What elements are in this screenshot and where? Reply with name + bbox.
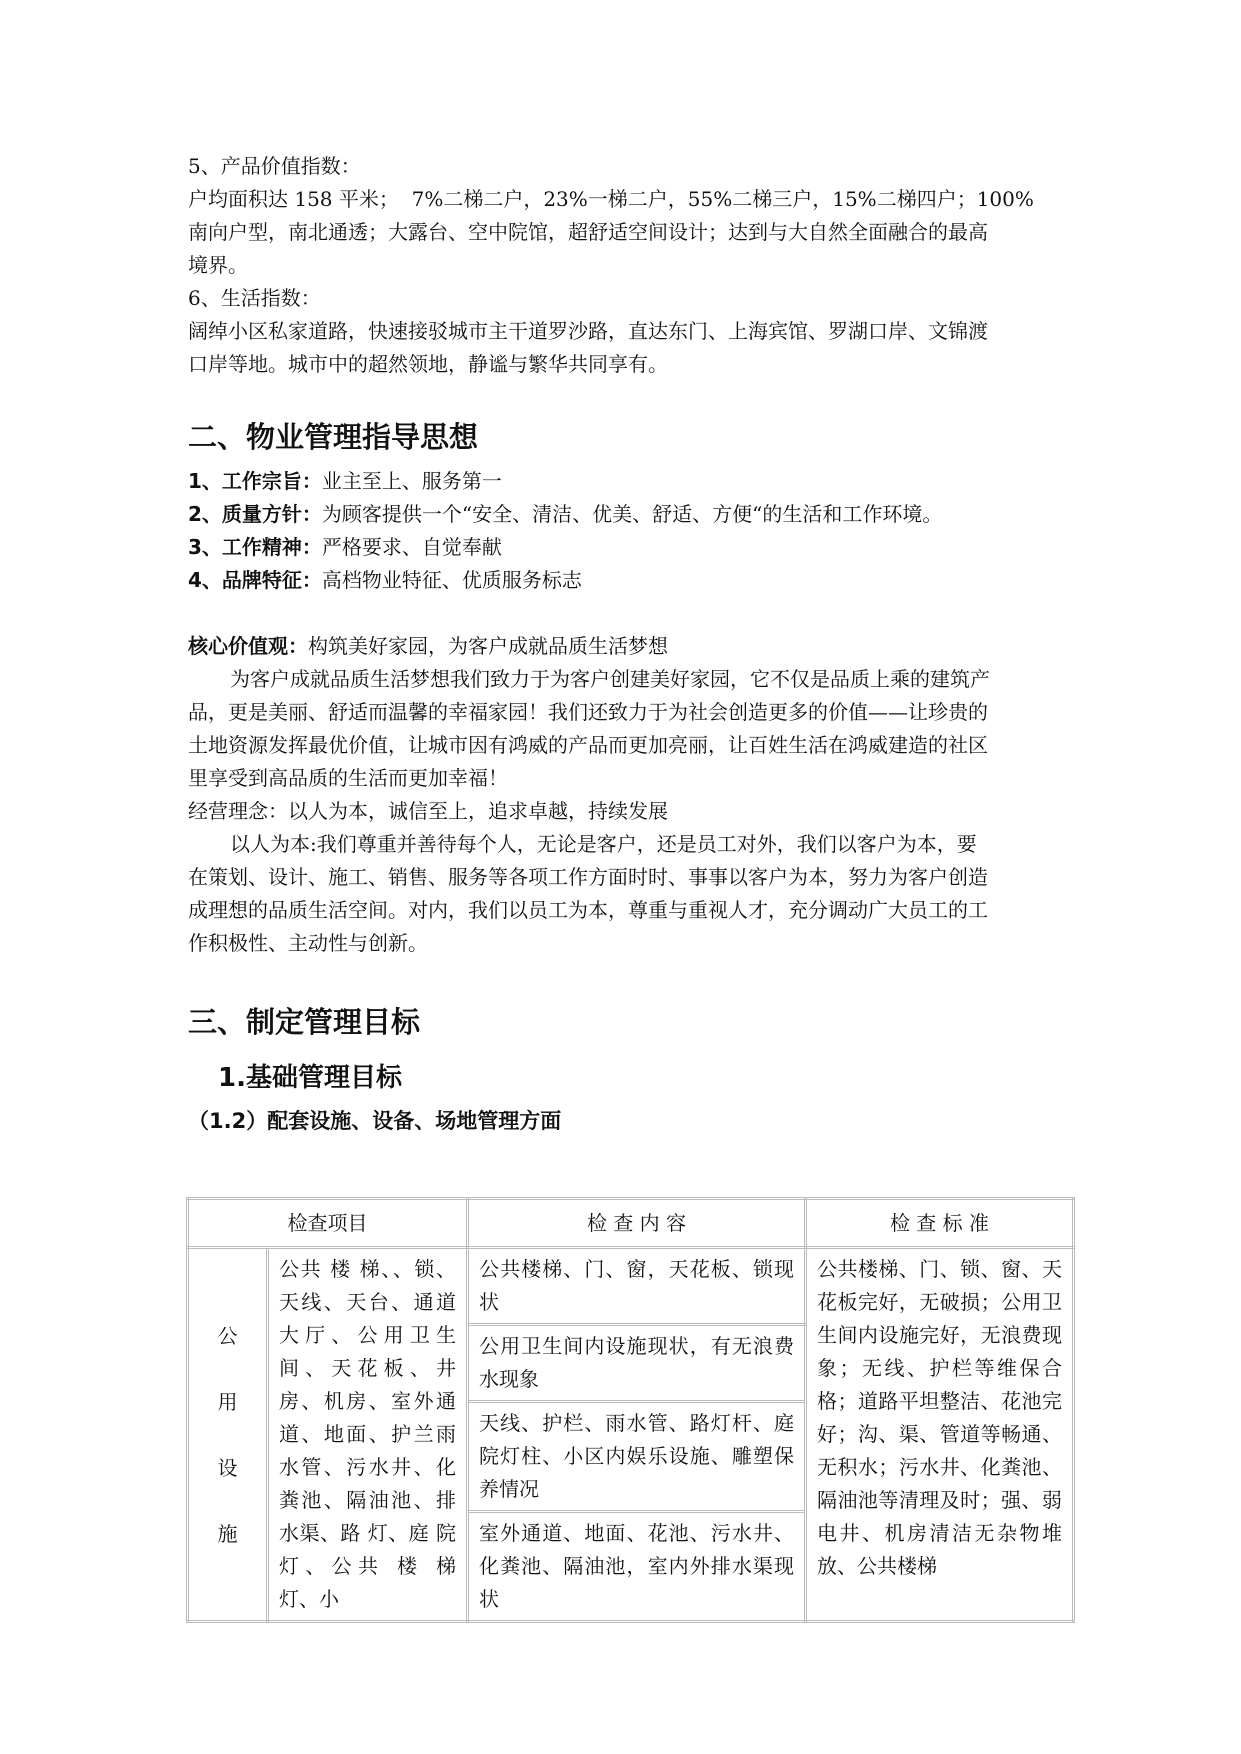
heading-three-1: 1.基础管理目标 <box>218 1063 402 1093</box>
section-5-line: 户均面积达 158 平米； 7%二梯二户，23%一梯二户，55%二梯三户，15%二梯四户；100% <box>188 187 1034 211</box>
header-standard: 检 查 标 准 <box>806 1199 1074 1248</box>
core-para-line: 里享受到高品质的生活而更加幸福！ <box>188 766 508 790</box>
guide-item: 4、品牌特征：高档物业特征、优质服务标志 <box>188 568 582 592</box>
business-philosophy: 经营理念：以人为本，诚信至上，追求卓越，持续发展 <box>188 799 668 823</box>
heading-three-1-2: （1.2）配套设施、设备、场地管理方面 <box>188 1109 562 1133</box>
core-para-line: 品，更是美丽、舒适而温馨的幸福家园！我们还致力于为社会创造更多的价值——让珍贵的 <box>188 700 988 724</box>
business-para-line: 成理想的品质生活空间。对内，我们以员工为本，尊重与重视人才，充分调动广大员工的工 <box>188 898 988 922</box>
standard-cell: 公共楼梯、门、锁、窗、天花板完好，无破损；公用卫生间内设施完好，无浪费现象；无线、护栏等维保合格；道路平坦整洁、花池完好；沟、渠、管道等畅通、无积水；污水井、化粪池、隔油池等清理及时；强、弱电井、机房清洁无杂物堆放、公共楼梯 <box>806 1248 1074 1622</box>
section-5-line: 南向户型，南北通透；大露台、空中院馆，超舒适空间设计；达到与大自然全面融合的最高 <box>188 220 988 244</box>
business-para-line: 在策划、设计、施工、销售、服务等各项工作方面时时、事事以客户为本，努力为客户创造 <box>188 865 988 889</box>
core-para-line: 土地资源发挥最优价值，让城市因有鸿威的产品而更加亮丽，让百姓生活在鸿威建造的社区 <box>188 733 988 757</box>
header-item: 检查项目 <box>188 1199 468 1248</box>
core-para-line: 为客户成就品质生活梦想我们致力于为客户创建美好家园，它不仅是品质上乘的建筑产 <box>230 667 990 691</box>
section-5-title: 5、产品价值指数： <box>188 154 361 178</box>
content-cell: 室外通道、地面、花池、污水井、化粪池、隔油池，室内外排水渠现状 <box>468 1512 806 1622</box>
core-value: 核心价值观：构筑美好家园，为客户成就品质生活梦想 <box>188 634 668 658</box>
document-body <box>188 150 1088 1136</box>
guide-item: 3、工作精神：严格要求、自觉奉献 <box>188 535 502 559</box>
guide-item: 1、工作宗旨：业主至上、服务第一 <box>188 469 502 493</box>
heading-two: 二、物业管理指导思想 <box>188 420 479 454</box>
inspection-table <box>186 1197 1075 1623</box>
content-cell: 天线、护栏、雨水管、路灯杆、庭院灯柱、小区内娱乐设施、雕塑保养情况 <box>468 1402 806 1512</box>
header-content: 检 查 内 容 <box>468 1199 806 1248</box>
section-6-title: 6、生活指数： <box>188 286 321 310</box>
table-header-row <box>188 1199 1074 1248</box>
category-cell: 公 用 设 施 <box>188 1248 268 1622</box>
items-cell: 公共 楼 梯、、锁、天线、天台、通道大厅、公用卫生间、天花板、井房、机房、室外通道、地面、护兰雨水管、污水井、化粪池、隔油池、排水渠、路 灯、庭 院 灯、公共 楼 梯 灯、小 <box>268 1248 468 1622</box>
content-cell: 公共楼梯、门、窗，天花板、锁现状 <box>468 1248 806 1325</box>
business-para-line: 作积极性、主动性与创新。 <box>188 931 428 955</box>
table-row <box>188 1248 1074 1325</box>
section-5-line: 境界。 <box>188 253 248 277</box>
guide-item: 2、质量方针：为顾客提供一个“安全、清洁、优美、舒适、方便“的生活和工作环境。 <box>188 502 943 526</box>
content-cell: 公用卫生间内设施现状，有无浪费水现象 <box>468 1325 806 1402</box>
section-6-line: 口岸等地。城市中的超然领地，静谧与繁华共同享有。 <box>188 352 668 376</box>
section-6-line: 阔绰小区私家道路，快速接驳城市主干道罗沙路，直达东门、上海宾馆、罗湖口岸、文锦渡 <box>188 319 988 343</box>
heading-three: 三、制定管理目标 <box>188 1005 421 1039</box>
business-para-line: 以人为本:我们尊重并善待每个人，无论是客户，还是员工对外，我们以客户为本，要 <box>230 832 977 856</box>
